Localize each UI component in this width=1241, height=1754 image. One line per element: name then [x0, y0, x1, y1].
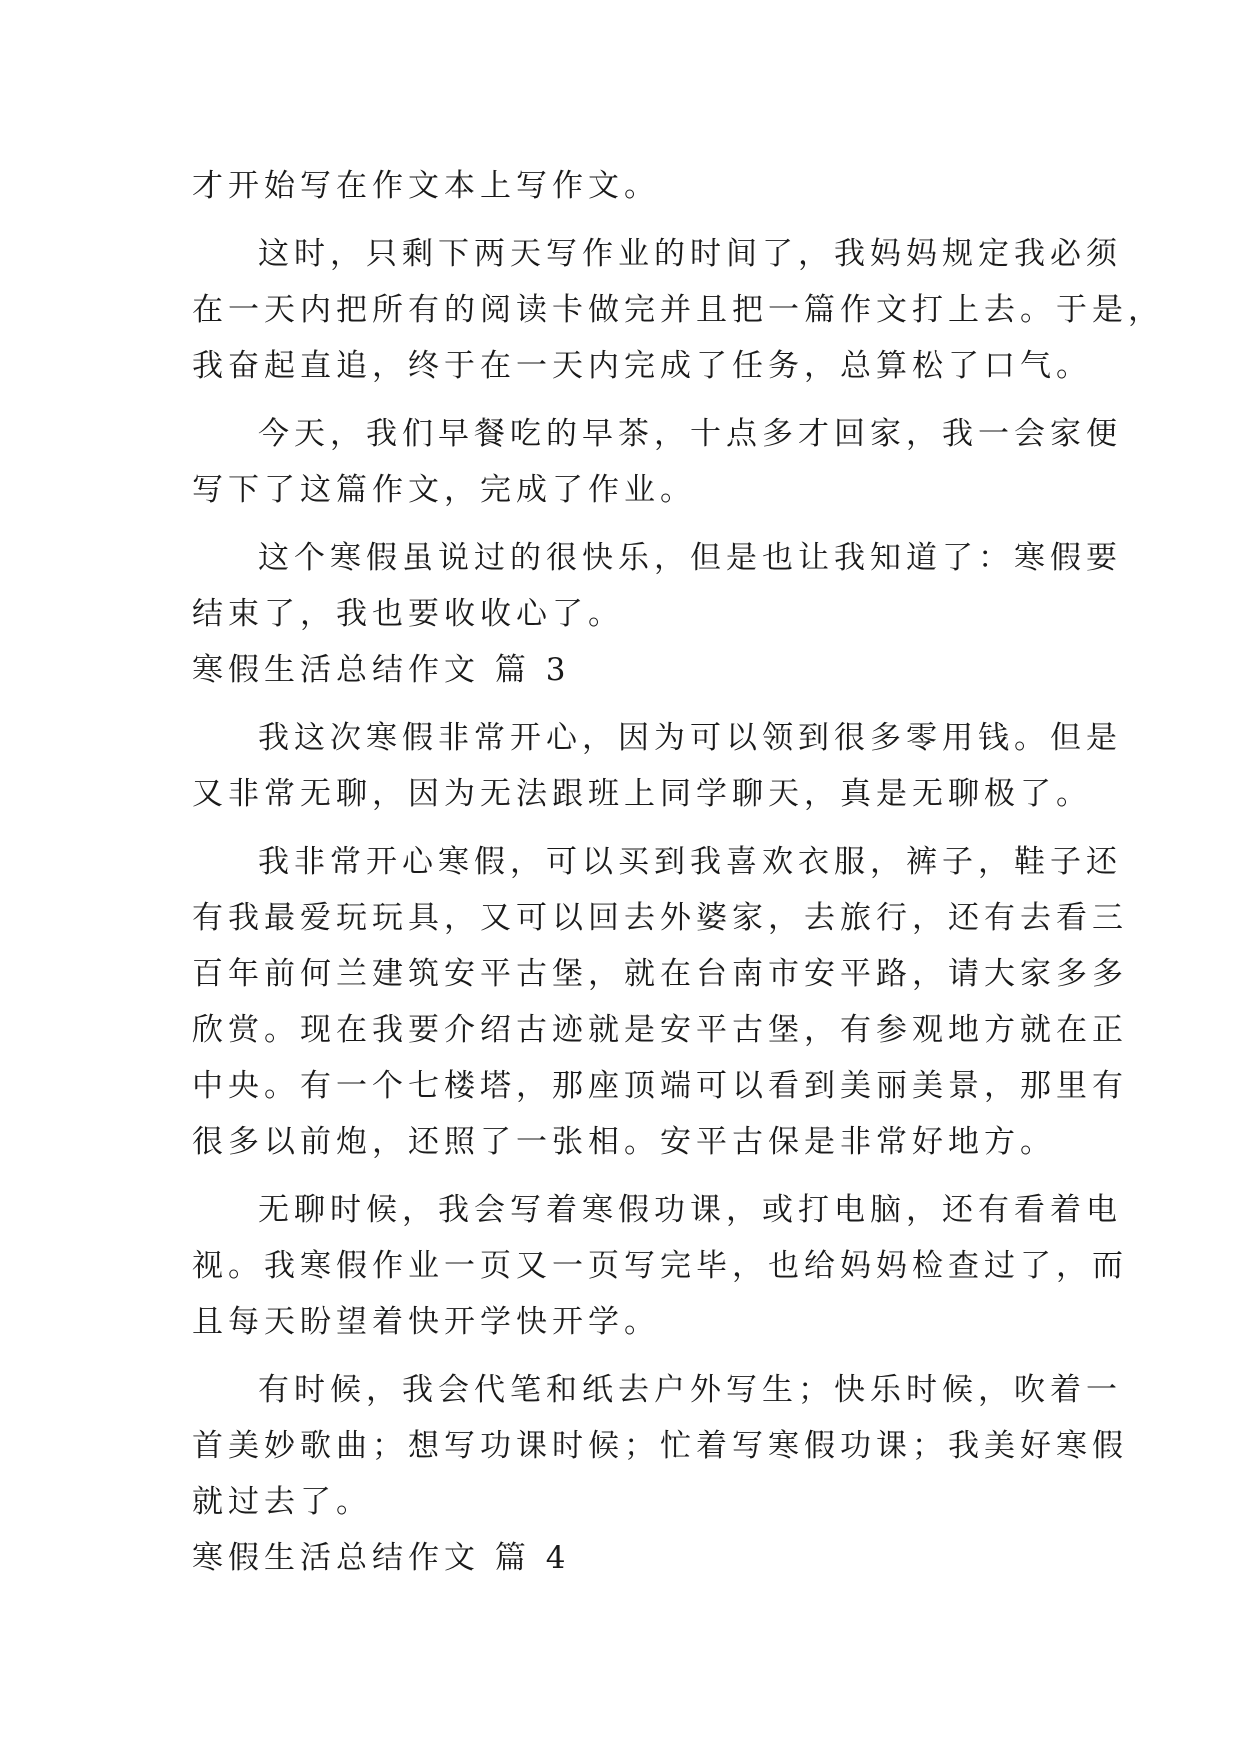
- paragraph-line: 且每天盼望着快开学快开学。: [192, 1304, 660, 1340]
- paragraph-line: 欣赏。现在我要介绍古迹就是安平古堡，有参观地方就在正: [192, 1012, 1128, 1048]
- paragraph-line: 我非常开心寒假，可以买到我喜欢衣服，裤子，鞋子还: [258, 844, 1122, 880]
- document-body: [192, 158, 1164, 1586]
- paragraph-line: 中央。有一个七楼塔，那座顶端可以看到美丽美景，那里有: [192, 1068, 1128, 1104]
- paragraph-line: 这个寒假虽说过的很快乐，但是也让我知道了：寒假要: [258, 540, 1122, 576]
- paragraph-line: 又非常无聊，因为无法跟班上同学聊天，真是无聊极了。: [192, 776, 1092, 812]
- paragraph: [192, 1182, 1128, 1350]
- paragraph-line: 我奋起直追，终于在一天内完成了任务，总算松了口气。: [192, 348, 1092, 384]
- paragraph-line: 就过去了。: [192, 1484, 372, 1520]
- paragraph-line: 才开始写在作文本上写作文。: [192, 168, 660, 204]
- paragraph: [192, 1362, 1128, 1530]
- section-heading: 寒假生活总结作文 篇 3: [192, 652, 571, 688]
- paragraph: [192, 530, 1122, 642]
- paragraph-line: 今天，我们早餐吃的早茶，十点多才回家，我一会家便: [258, 416, 1122, 452]
- paragraph-line: 有我最爱玩玩具，又可以回去外婆家，去旅行，还有去看三: [192, 900, 1128, 936]
- paragraph: [192, 226, 1164, 394]
- paragraph: [192, 710, 1122, 822]
- paragraph-line: 有时候，我会代笔和纸去户外写生；快乐时候，吹着一: [258, 1372, 1122, 1408]
- paragraph-line: 这时，只剩下两天写作业的时间了，我妈妈规定我必须: [258, 236, 1122, 272]
- section-heading: 寒假生活总结作文 篇 4: [192, 1540, 571, 1576]
- paragraph-line: 结束了，我也要收收心了。: [192, 596, 624, 632]
- paragraph-line: 写下了这篇作文，完成了作业。: [192, 472, 696, 508]
- paragraph-line: 视。我寒假作业一页又一页写完毕，也给妈妈检查过了，而: [192, 1248, 1128, 1284]
- paragraph-line: 百年前何兰建筑安平古堡，就在台南市安平路，请大家多多: [192, 956, 1128, 992]
- paragraph-line: 在一天内把所有的阅读卡做完并且把一篇作文打上去。于是，: [192, 292, 1164, 328]
- paragraph-line: 我这次寒假非常开心，因为可以领到很多零用钱。但是: [258, 720, 1122, 756]
- paragraph-line: 无聊时候，我会写着寒假功课，或打电脑，还有看着电: [258, 1192, 1122, 1228]
- paragraph-line: 很多以前炮，还照了一张相。安平古保是非常好地方。: [192, 1124, 1056, 1160]
- paragraph-line: 首美妙歌曲；想写功课时候；忙着写寒假功课；我美好寒假: [192, 1428, 1128, 1464]
- paragraph: [192, 834, 1128, 1170]
- paragraph: [192, 406, 1122, 518]
